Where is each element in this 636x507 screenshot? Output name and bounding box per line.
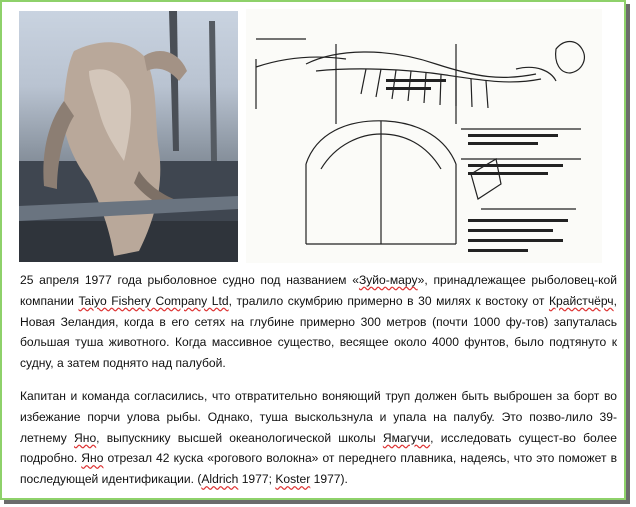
paragraph-1 — [20, 270, 617, 374]
text-run: , Новая Зеландия, когда в его сетях на глубине примерно 300 метров (почти 1000 фу-тов) запуталась большая туша животного. Когда массивное существо, весящее около 4000 фунтов, было подтянуто к судну, а затем поднято над палубой. — [20, 293, 617, 371]
text-run: Капитан и команда согласились, что отвратительно воняющий труп должен быть выброшен за борт во избежание порчи улова рыбы. Однако, туша выскользнула и упала на палубу. Это позво-лило 39-летнему — [20, 388, 617, 445]
place-name: Ямагучи — [382, 430, 431, 445]
person-name: Яно — [81, 451, 104, 466]
city-name: Крайстчёрч — [548, 293, 614, 308]
text-run: , исследовать сущест-во более подробно. — [20, 430, 618, 466]
text-run: 25 апреля 1977 года рыболовное судно под названием « — [20, 273, 359, 287]
text-run: отрезал 42 куска «рогового волокна» от переднего плавника, надеясь, что это поможет в последующей идентификации. ( — [20, 451, 617, 487]
paragraph-2 — [20, 386, 617, 490]
company-name: Taiyo Fishery Company Ltd — [78, 293, 229, 308]
skeleton-sketch-image — [246, 9, 602, 263]
skeleton-diagram — [246, 9, 602, 263]
text-run: , тралило скумбрию примерно в 30 милях к востоку от — [228, 293, 549, 308]
text-run: 1977). — [310, 472, 348, 487]
carcass-photo-image — [19, 11, 238, 262]
text-run: », принадлежащее рыболовец-кой компании — [20, 273, 617, 308]
text-run: 1977; — [238, 472, 276, 487]
citation-author: Aldrich — [201, 472, 239, 487]
text-run: , выпускнику высшей океанологической школы — [96, 430, 383, 445]
article-text — [20, 270, 617, 502]
carcass-photo — [19, 11, 238, 262]
person-name: Яно — [74, 430, 97, 445]
citation-author: Koster — [275, 472, 311, 487]
ship-name-link[interactable]: Зуйо-мару — [358, 273, 418, 287]
